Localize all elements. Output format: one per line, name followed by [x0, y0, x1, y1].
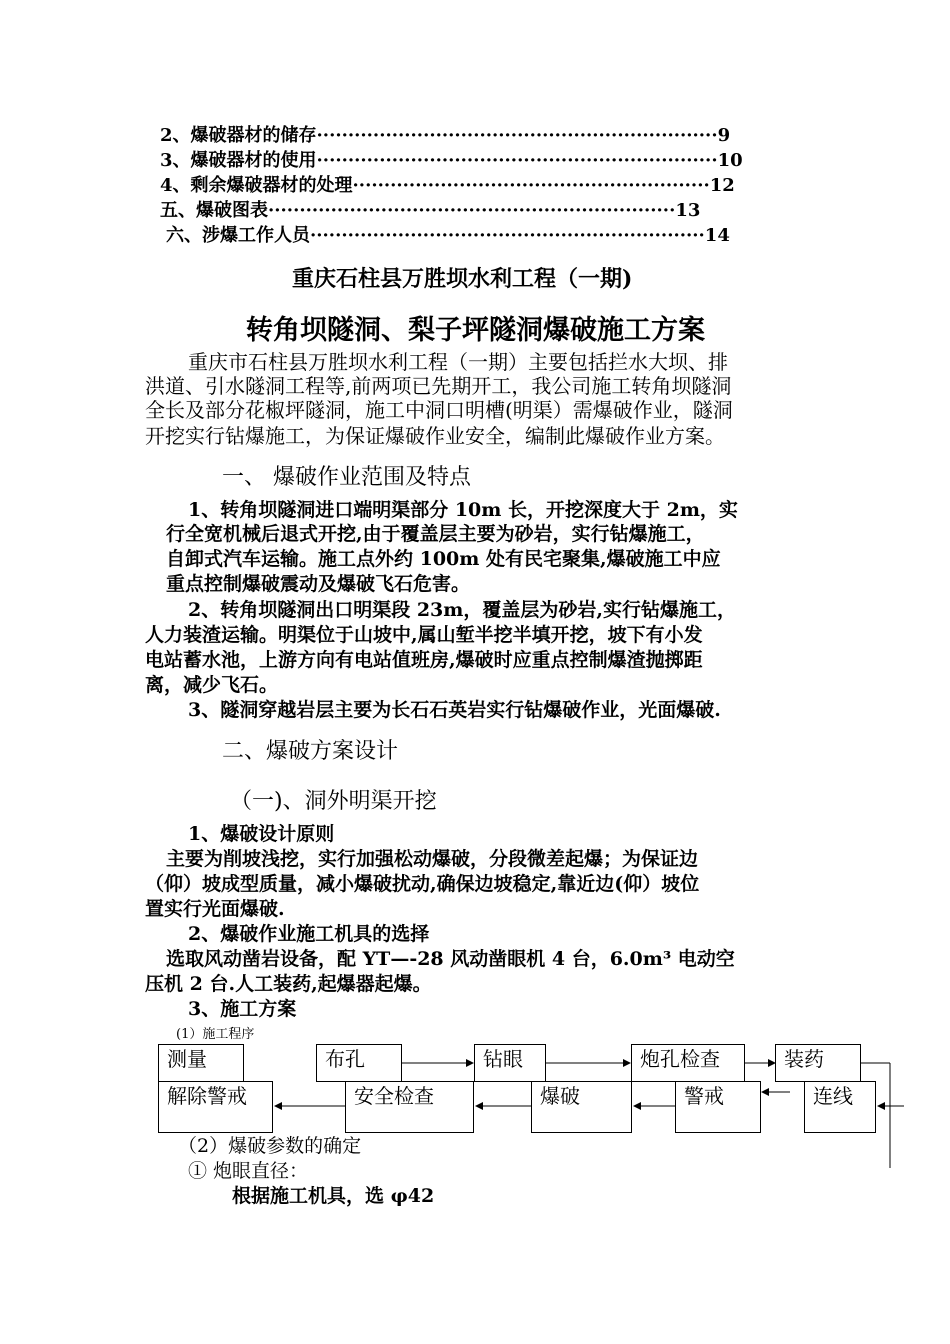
s3-heading: 3、施工方案	[188, 998, 297, 1020]
s3b-line: （2）爆破参数的确定	[178, 1135, 362, 1157]
document-title: 重庆石柱县万胜坝水利工程（一期)	[292, 266, 633, 292]
document-subtitle: 转角坝隧洞、梨子坪隧洞爆破施工方案	[246, 315, 705, 346]
s1-line-2: （仰）坡成型质量，减小爆破扰动,确保边坡稳定,靠近边(仰）坡位	[145, 873, 700, 895]
flow-box-lianxian	[804, 1081, 876, 1133]
section-2a-heading: （一)、洞外明渠开挖	[230, 789, 437, 814]
s1-heading: 1、爆破设计原则	[188, 823, 335, 845]
toc-page: 12	[709, 175, 735, 196]
flow-box-celiang	[158, 1044, 244, 1082]
s2-line-2: 压机 2 台.人工装药,起爆器起爆。	[145, 973, 432, 995]
flow-box-label: 布孔	[325, 1047, 365, 1071]
p2-line-3: 电站蓄水池，上游方向有电站值班房,爆破时应重点控制爆渣抛掷距	[145, 649, 703, 671]
flow-box-label: 爆破	[540, 1084, 580, 1108]
flow-box-label: 钻眼	[483, 1047, 523, 1071]
s2-heading: 2、爆破作业施工机具的选择	[188, 923, 430, 945]
toc-label: 3、爆破器材的使用	[160, 150, 317, 171]
flow-box-label: 连线	[813, 1084, 853, 1108]
intro-line-1: 重庆市石柱县万胜坝水利工程（一期）主要包括拦水大坝、排	[188, 350, 728, 374]
toc-line-1: 2、爆破器材的储存································································9	[160, 125, 731, 146]
flow-box-label: 炮孔检查	[640, 1047, 720, 1071]
p1-line-4: 重点控制爆破震动及爆破飞石危害。	[166, 573, 471, 595]
toc-label: 五、爆破图表	[160, 200, 268, 221]
toc-label: 4、剩余爆破器材的处理	[160, 175, 353, 196]
toc-line-4: 五、爆破图表·································································13	[160, 200, 701, 221]
toc-page: 13	[675, 200, 701, 221]
flow-box-anquan-jiancha	[345, 1081, 474, 1133]
intro-line-4: 开挖实行钻爆施工，为保证爆破作业安全，编制此爆破作业方案。	[145, 424, 725, 448]
section-1-heading: 一、 爆破作业范围及特点	[222, 465, 471, 490]
p2-line-1: 2、转角坝隧洞出口明渠段 23m，覆盖层为砂岩,实行钻爆施工，	[188, 599, 736, 621]
flow-box-label: 警戒	[684, 1084, 724, 1108]
p2-line-4: 离，减少飞石。	[145, 674, 279, 696]
toc-line-2: 3、爆破器材的使用································································10	[160, 150, 743, 171]
flow-box-jiechu-jingjie	[158, 1081, 273, 1133]
flow-box-zhuangyao	[775, 1044, 861, 1082]
s3-subheading: (1）施工程序	[176, 1027, 255, 1042]
s1-line-3: 置实行光面爆破.	[145, 898, 285, 920]
toc-label: 2、爆破器材的储存	[160, 125, 317, 146]
flow-box-jingjie	[675, 1081, 761, 1133]
flow-box-label: 测量	[167, 1047, 207, 1071]
s3c-line: ① 炮眼直径：	[188, 1160, 309, 1182]
p1-line-3: 自卸式汽车运输。施工点外约 100m 处有民宅聚集,爆破施工中应	[166, 548, 721, 570]
flow-box-label: 安全检查	[354, 1084, 434, 1108]
intro-line-2: 洪道、引水隧洞工程等,前两项已先期开工，我公司施工转角坝隧洞	[145, 374, 732, 398]
toc-line-3: 4、剩余爆破器材的处理·························································12	[160, 175, 735, 196]
intro-line-3: 全长及部分花椒坪隧洞，施工中洞口明槽(明渠）需爆破作业，隧洞	[145, 398, 733, 422]
p3-line: 3、隧洞穿越岩层主要为长石石英岩实行钻爆破作业，光面爆破.	[188, 699, 721, 721]
flow-box-bukong	[316, 1044, 402, 1082]
toc-label: 六、涉爆工作人员	[166, 225, 310, 246]
flow-box-paokong-jiancha	[631, 1044, 745, 1082]
toc-page: 10	[717, 150, 743, 171]
p2-line-2: 人力装渣运输。明渠位于山坡中,属山堑半挖半填开挖，坡下有小发	[145, 624, 703, 646]
s3d-line: 根据施工机具，选 φ42	[232, 1185, 435, 1207]
flow-box-baopo	[531, 1081, 632, 1133]
toc-page: 14	[704, 225, 730, 246]
section-2-heading: 二、爆破方案设计	[222, 739, 399, 764]
p1-line-1: 1、转角坝隧洞进口端明渠部分 10m 长，开挖深度大于 2m，实	[188, 499, 738, 521]
toc-line-5: 六、涉爆工作人员·······························································14	[166, 225, 730, 246]
flow-box-label: 装药	[784, 1047, 824, 1071]
p1-line-2: 行全宽机械后退式开挖,由于覆盖层主要为砂岩，实行钻爆施工，	[166, 523, 705, 545]
s1-line-1: 主要为削坡浅挖，实行加强松动爆破，分段微差起爆；为保证边	[166, 848, 699, 870]
s2-line-1: 选取风动凿岩设备，配 YT—-28 风动凿眼机 4 台，6.0m³ 电动空	[166, 948, 735, 970]
flow-box-zuanyan	[474, 1044, 546, 1082]
flow-box-label: 解除警戒	[167, 1084, 247, 1108]
toc-page: 9	[717, 125, 731, 146]
